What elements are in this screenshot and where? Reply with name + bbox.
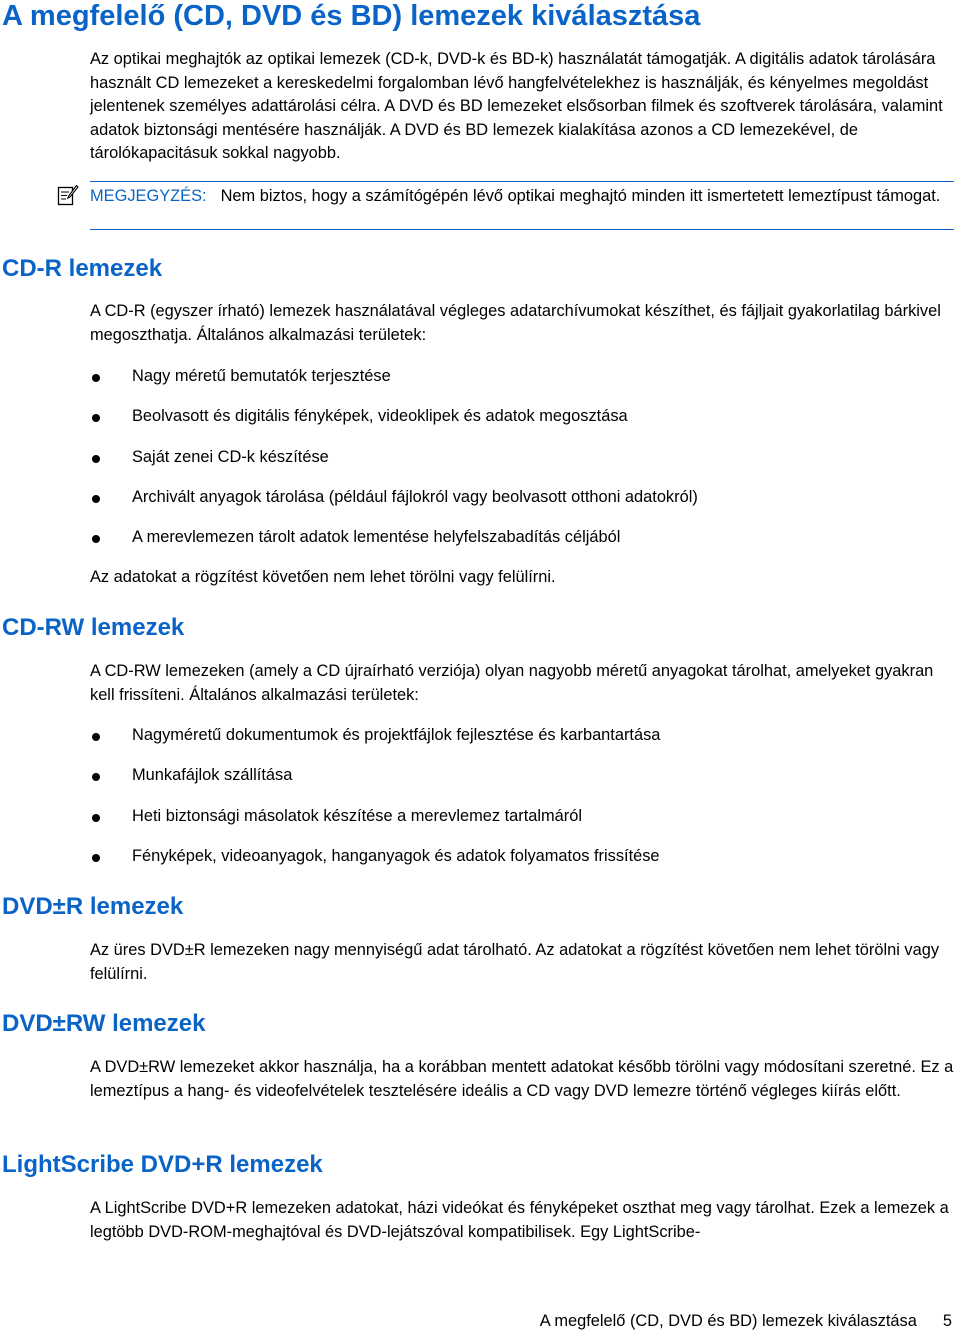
section-heading-lightscribe: LightScribe DVD+R lemezek	[2, 1151, 323, 1178]
bullet-icon	[92, 535, 100, 543]
section-heading-dvdrw: DVD±RW lemezek	[2, 1010, 206, 1037]
section-heading-dvdr: DVD±R lemezek	[2, 893, 184, 920]
bullet-icon	[92, 414, 100, 422]
list-item-text: Beolvasott és digitális fényképek, videoklipek és adatok megosztása	[132, 407, 628, 426]
bullet-icon	[92, 495, 100, 503]
note-top-rule	[90, 181, 954, 182]
list-item-text: Fényképek, videoanyagok, hanganyagok és adatok folyamatos frissítése	[132, 846, 660, 865]
note-label: MEGJEGYZÉS:	[90, 187, 207, 205]
cdr-after-paragraph: Az adatokat a rögzítést követően nem lehet törölni vagy felülírni.	[90, 568, 556, 586]
note-bottom-rule	[90, 229, 954, 230]
list-item-text: Heti biztonsági másolatok készítése a merevlemez tartalmáról	[132, 806, 583, 825]
dvdrw-paragraph: A DVD±RW lemezeket akkor használja, ha a korábban mentett adatokat később törölni vagy módosítani szeretné. Ez a lemeztípus a hang- és videofelvételek tesztelésére ideális a CD vagy DVD lemezre történő végleges kiírás előtt.	[90, 1058, 954, 1100]
note-body: Nem biztos, hogy a számítógépén lévő optikai meghajtó minden itt ismertetett lemeztípust támogat.	[220, 187, 941, 205]
note-pencil-icon	[57, 184, 79, 208]
bullet-icon	[92, 814, 100, 822]
cdr-paragraph: A CD-R (egyszer írható) lemezek használatával végleges adatarchívumokat készíthet, és fájljait gyakorlatilag bárkivel megoszthatja. Általános alkalmazási területek:	[90, 302, 941, 344]
section-heading-cdrw: CD-RW lemezek	[2, 614, 185, 641]
bullet-icon	[92, 733, 100, 741]
page-number: 5	[942, 1312, 952, 1330]
section-heading-cdr: CD-R lemezek	[2, 255, 163, 282]
list-item-text: Nagy méretű bemutatók terjesztése	[132, 367, 391, 385]
dvdr-paragraph: Az üres DVD±R lemezeken nagy mennyiségű adat tárolható. Az adatokat a rögzítést követően nem lehet törölni vagy felülírni.	[90, 941, 940, 983]
footer-title: A megfelelő (CD, DVD és BD) lemezek kiválasztása	[539, 1312, 917, 1330]
list-item-text: Nagyméretű dokumentumok és projektfájlok fejlesztése és karbantartása	[132, 726, 661, 744]
note-text	[90, 185, 956, 207]
lightscribe-paragraph: A LightScribe DVD+R lemezeken adatokat, házi videókat és fényképeket oszthat meg vagy tárolhat. Ezek a lemezek a legtöbb DVD-ROM-meghajtóval és DVD-lejátszóval kompatibilisek. Egy LightScribe-	[90, 1199, 949, 1241]
list-item-text: A merevlemezen tárolt adatok lementése helyfelszabadítás céljából	[132, 528, 621, 547]
page-footer	[540, 1312, 952, 1331]
list-item-text: Munkafájlok szállítása	[132, 766, 293, 785]
page-title: A megfelelő (CD, DVD és BD) lemezek kiválasztása	[2, 0, 701, 32]
bullet-icon	[92, 455, 100, 463]
intro-paragraph: Az optikai meghajtók az optikai lemezek (CD-k, DVD-k és BD-k) használatát támogatják. A digitális adatok tárolására használt CD lemezeket a kereskedelmi forgalomban lévő hangfelvételekhez is használják, és kényelmes megoldást jelentenek személyes adattárolási célra. A DVD és BD lemezeket elsősorban filmek és szoftverek tárolására, valamint adatok biztonsági mentésére használják. A DVD és BD lemezek kialakítása azonos a CD lemezekével, de tárolókapacitásuk sokkal nagyobb.	[90, 50, 943, 162]
bullet-icon	[92, 854, 100, 862]
list-item-text: Saját zenei CD-k készítése	[132, 447, 329, 466]
list-item-text: Archivált anyagok tárolása (például fájlokról vagy beolvasott otthoni adatokról)	[132, 487, 698, 506]
bullet-icon	[92, 773, 100, 781]
bullet-icon	[92, 374, 100, 382]
cdrw-paragraph: A CD-RW lemezeken (amely a CD újraírható verziója) olyan nagyobb méretű anyagokat tárolhat, amelyeket gyakran kell frissíteni. Általános alkalmazási területek:	[90, 662, 934, 704]
